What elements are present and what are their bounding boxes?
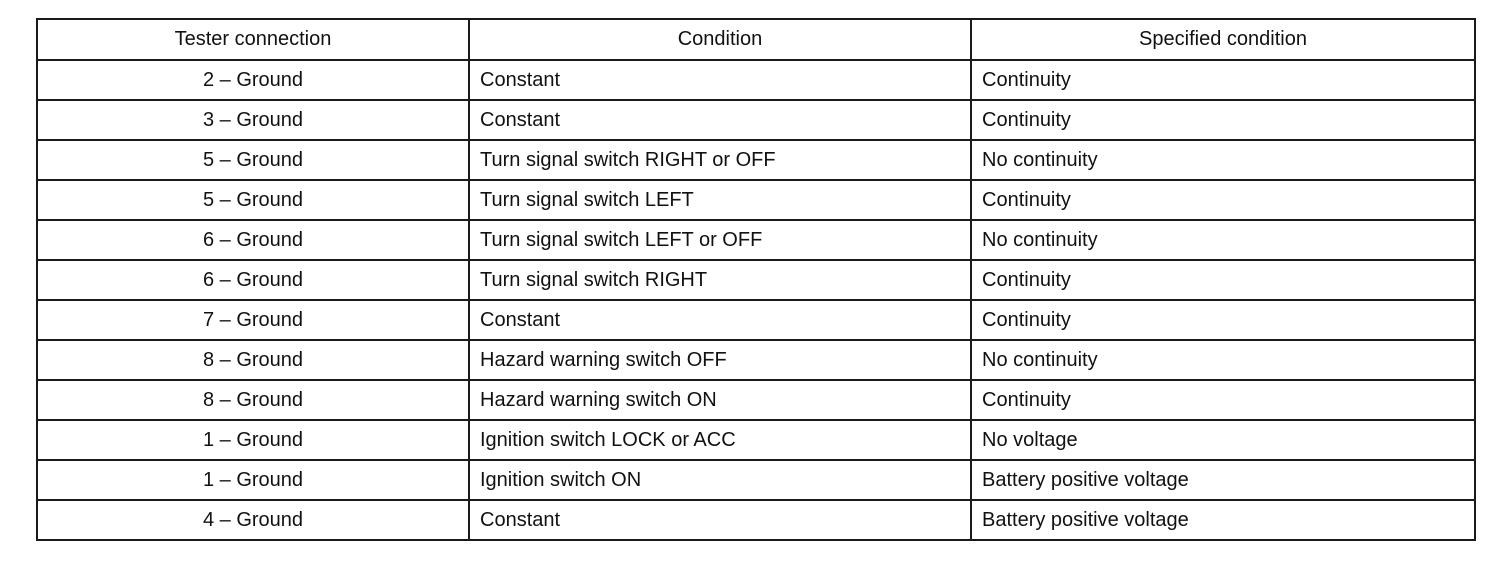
table-row bbox=[37, 500, 1475, 540]
cell-specified-condition: No voltage bbox=[971, 420, 1475, 460]
header-row bbox=[37, 19, 1475, 60]
cell-condition: Turn signal switch RIGHT bbox=[469, 260, 971, 300]
table-row bbox=[37, 260, 1475, 300]
table-row bbox=[37, 300, 1475, 340]
cell-tester-connection: 4 – Ground bbox=[37, 500, 469, 540]
cell-condition: Ignition switch LOCK or ACC bbox=[469, 420, 971, 460]
cell-tester-connection: 7 – Ground bbox=[37, 300, 469, 340]
table-row bbox=[37, 460, 1475, 500]
table-row bbox=[37, 220, 1475, 260]
table-body bbox=[37, 60, 1475, 540]
tester-connection-table bbox=[36, 18, 1476, 541]
cell-condition: Constant bbox=[469, 60, 971, 100]
cell-tester-connection: 2 – Ground bbox=[37, 60, 469, 100]
header-specified-condition: Specified condition bbox=[971, 19, 1475, 60]
table-row bbox=[37, 420, 1475, 460]
cell-tester-connection: 6 – Ground bbox=[37, 220, 469, 260]
cell-condition: Constant bbox=[469, 500, 971, 540]
cell-condition: Hazard warning switch ON bbox=[469, 380, 971, 420]
cell-specified-condition: No continuity bbox=[971, 340, 1475, 380]
cell-tester-connection: 5 – Ground bbox=[37, 140, 469, 180]
cell-specified-condition: Continuity bbox=[971, 260, 1475, 300]
cell-tester-connection: 5 – Ground bbox=[37, 180, 469, 220]
cell-specified-condition: Continuity bbox=[971, 100, 1475, 140]
cell-specified-condition: Continuity bbox=[971, 60, 1475, 100]
table-row bbox=[37, 60, 1475, 100]
cell-condition: Turn signal switch RIGHT or OFF bbox=[469, 140, 971, 180]
cell-tester-connection: 1 – Ground bbox=[37, 460, 469, 500]
spec-table-container bbox=[36, 18, 1474, 541]
cell-tester-connection: 8 – Ground bbox=[37, 340, 469, 380]
cell-tester-connection: 6 – Ground bbox=[37, 260, 469, 300]
cell-condition: Turn signal switch LEFT or OFF bbox=[469, 220, 971, 260]
table-row bbox=[37, 380, 1475, 420]
cell-specified-condition: No continuity bbox=[971, 140, 1475, 180]
cell-tester-connection: 3 – Ground bbox=[37, 100, 469, 140]
cell-tester-connection: 1 – Ground bbox=[37, 420, 469, 460]
cell-specified-condition: Continuity bbox=[971, 380, 1475, 420]
header-condition: Condition bbox=[469, 19, 971, 60]
cell-tester-connection: 8 – Ground bbox=[37, 380, 469, 420]
cell-condition: Turn signal switch LEFT bbox=[469, 180, 971, 220]
cell-condition: Constant bbox=[469, 100, 971, 140]
cell-specified-condition: Battery positive voltage bbox=[971, 500, 1475, 540]
table-header bbox=[37, 19, 1475, 60]
table-row bbox=[37, 140, 1475, 180]
header-tester-connection: Tester connection bbox=[37, 19, 469, 60]
cell-specified-condition: Battery positive voltage bbox=[971, 460, 1475, 500]
table-row bbox=[37, 100, 1475, 140]
cell-specified-condition: No continuity bbox=[971, 220, 1475, 260]
table-row bbox=[37, 340, 1475, 380]
table-row bbox=[37, 180, 1475, 220]
cell-condition: Hazard warning switch OFF bbox=[469, 340, 971, 380]
cell-condition: Constant bbox=[469, 300, 971, 340]
cell-specified-condition: Continuity bbox=[971, 300, 1475, 340]
cell-condition: Ignition switch ON bbox=[469, 460, 971, 500]
cell-specified-condition: Continuity bbox=[971, 180, 1475, 220]
